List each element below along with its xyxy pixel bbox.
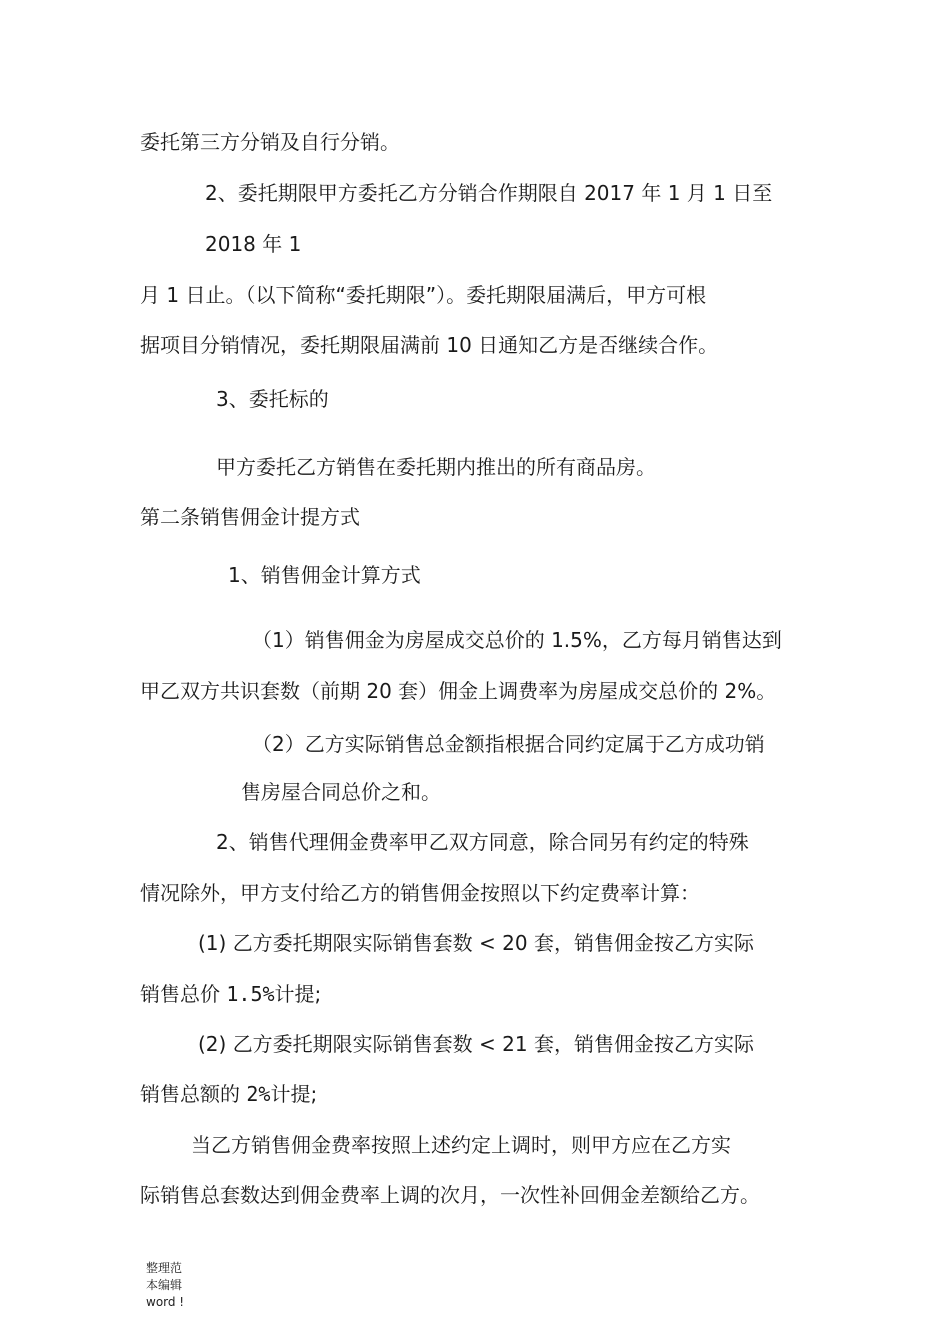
paragraph-line: 甲乙双方共识套数（前期 20 套）佣金上调费率为房屋成交总价的 2%。	[140, 679, 777, 703]
footer-line: 本编辑	[146, 1278, 183, 1292]
paragraph-line: 际销售总套数达到佣金费率上调的次月，一次性补回佣金差额给乙方。	[140, 1183, 760, 1207]
paragraph-line: (2) 乙方委托期限实际销售套数 < 21 套，销售佣金按乙方实际	[198, 1032, 754, 1056]
paragraph-line: 情况除外，甲方支付给乙方的销售佣金按照以下约定费率计算：	[140, 881, 700, 905]
article-heading: 第二条销售佣金计提方式	[140, 505, 360, 529]
paragraph-line: （2）乙方实际销售总金额指根据合同约定属于乙方成功销	[252, 732, 765, 756]
paragraph-line: (1) 乙方委托期限实际销售套数 < 20 套，销售佣金按乙方实际	[198, 931, 754, 955]
paragraph-line: 据项目分销情况，委托期限届满前 10 日通知乙方是否继续合作。	[140, 333, 719, 357]
footer-line: word !	[146, 1295, 185, 1309]
paragraph-line: 2018 年 1	[205, 232, 302, 256]
paragraph-line	[140, 1080, 317, 1108]
footer-line: 整理范	[146, 1261, 183, 1275]
paragraph-line: 当乙方销售佣金费率按照上述约定上调时，则甲方应在乙方实	[191, 1133, 731, 1157]
rate-value: 2%	[246, 1082, 271, 1106]
paragraph-line: 委托第三方分销及自行分销。	[140, 130, 400, 154]
line-text: 销售总价	[140, 982, 227, 1006]
paragraph-line: 2、销售代理佣金费率甲乙双方同意，除合同另有约定的特殊	[216, 830, 749, 854]
paragraph-line: 售房屋合同总价之和。	[241, 780, 441, 804]
line-text: 计提;	[274, 982, 322, 1006]
paragraph-line	[140, 980, 321, 1008]
paragraph-line: （1）销售佣金为房屋成交总价的 1.5%，乙方每月销售达到	[252, 628, 782, 652]
paragraph-line: 2、委托期限甲方委托乙方分销合作期限自 2017 年 1 月 1 日至	[205, 181, 773, 205]
line-text: 销售总额的	[140, 1082, 247, 1106]
section-heading: 3、委托标的	[216, 387, 329, 411]
line-text: 计提;	[270, 1082, 318, 1106]
rate-value: 1.5%	[226, 982, 275, 1006]
paragraph-line: 甲方委托乙方销售在委托期内推出的所有商品房。	[216, 455, 656, 479]
section-heading: 1、销售佣金计算方式	[228, 563, 421, 587]
paragraph-line: 月 1 日止。（以下简称“委托期限”）。委托期限届满后，甲方可根	[140, 283, 707, 307]
footer-note	[146, 1260, 206, 1311]
